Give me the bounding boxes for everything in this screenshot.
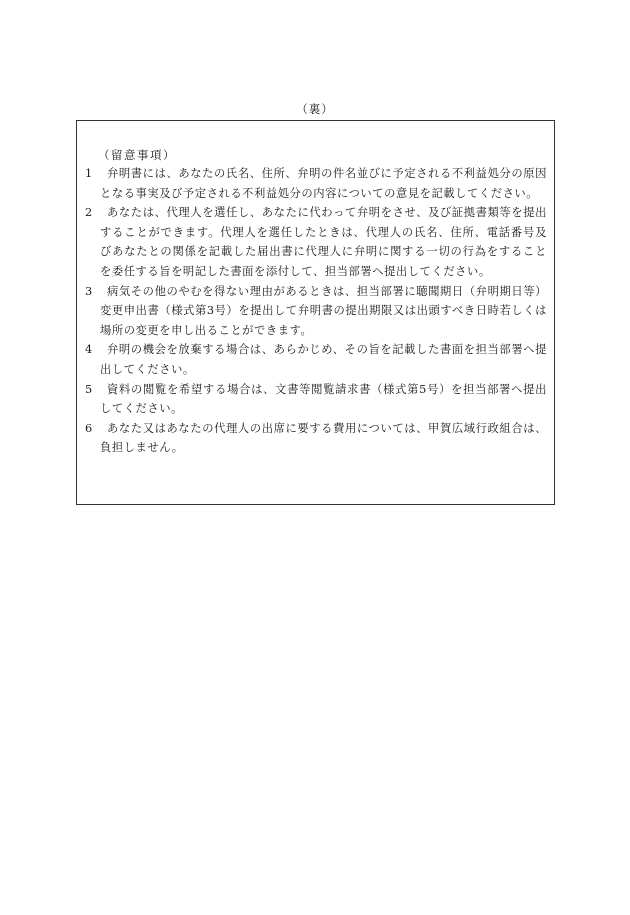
notes-list	[85, 164, 547, 458]
note-number: 4	[85, 343, 93, 357]
note-text: 病気その他のやむを得ない理由があるときは、担当部署に聴聞期日（弁明期日等）変更申出書（様式第3号）を提出して弁明書の提出期限又は出頭すべき日時若しくは場所の変更を申し出ることができます。	[100, 284, 547, 337]
note-text: あなた又はあなたの代理人の出席に要する費用については、甲賀広域行政組合は、負担しません。	[100, 421, 547, 455]
note-item-5	[85, 380, 547, 419]
note-number: 2	[85, 206, 93, 220]
note-number: 3	[85, 284, 93, 298]
note-item-6	[85, 419, 547, 458]
notes-heading: （留意事項）	[98, 148, 176, 162]
note-number: 1	[85, 167, 93, 180]
note-number: 6	[85, 421, 93, 435]
note-text: 資料の閲覧を希望する場合は、文書等閲覧請求書（様式第5号）を担当部署へ提出してください。	[100, 382, 547, 416]
note-item-2	[85, 203, 547, 281]
note-item-3	[85, 282, 547, 341]
note-text: 弁明書には、あなたの氏名、住所、弁明の件名並びに予定される不利益処分の原因となる事実及び予定される不利益処分の内容についての意見を記載してください。	[100, 167, 547, 200]
note-item-1	[85, 164, 547, 203]
page-side-label: （裏）	[296, 102, 334, 116]
note-item-4	[85, 340, 547, 379]
note-number: 5	[85, 382, 93, 396]
note-text: 弁明の機会を放棄する場合は、あらかじめ、その旨を記載した書面を担当部署へ提出してください。	[100, 343, 547, 376]
note-text: あなたは、代理人を選任し、あなたに代わって弁明をさせ、及び証拠書類等を提出することができます。代理人を選任したときは、代理人の氏名、住所、電話番号及びあなたとの関係を記載した届出書に代理人に弁明に関する一切の行為をすることを委任する旨を明記した書面を添付して、担当部署へ提出してください。	[100, 206, 547, 278]
